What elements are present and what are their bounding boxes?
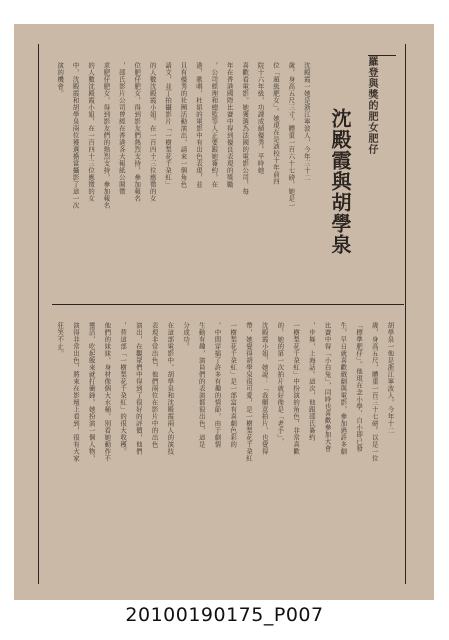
text-column: 中，沈殿霞和胡學泉兩位獲選擔當攝影了這一次 xyxy=(71,62,80,209)
right-border xyxy=(405,44,406,584)
text-column: ，邵氏影片公司曾經在香港各大報紙公開徵 xyxy=(117,62,126,195)
text-column: 位肥仔肥女，得到影友們熱烈支持，參加報名 xyxy=(133,62,142,202)
text-column: 請文，並丁拍攝影片「一樹梨花千朶紅」 xyxy=(164,62,173,188)
text-column: ，替這部「一樹梨花千朶紅」的很大收穫。 xyxy=(119,322,128,455)
text-column: ，步舞，上海話。這次，他跟邵氏簽約 xyxy=(307,322,316,441)
text-column: 分成功。 xyxy=(182,322,191,350)
text-column: 他們的妹妹，身材像個大水桶，別看她動作不 xyxy=(103,322,112,462)
upper-text-block xyxy=(54,62,316,306)
text-column: 生，早日就喜歡戲劇與電影，參加過許多劇 xyxy=(339,322,348,455)
page-label: 20100190175_P007 xyxy=(125,604,324,626)
lower-text-block xyxy=(54,322,400,578)
article-title: 沈殿霞與胡學泉 xyxy=(328,108,352,255)
text-column: 的，她的第一次拍片就好像是「老手」， xyxy=(276,322,285,445)
text-column: 求肥仔肥女，得到影友們的熱烈支持，參加報名 xyxy=(102,62,111,209)
article-subtitle: 羅登與獎的肥女肥仔 xyxy=(366,56,377,155)
text-column: 歲，身高五尺，體重一百三十七磅。以是一位 xyxy=(370,322,379,462)
text-column: 帶，她覺得胡學泉很可愛，是一樹梨花千朶紅 xyxy=(244,322,253,462)
text-column: 一樹梨花千朶紅」是一部富有喜劇色彩的 xyxy=(229,322,238,448)
text-column: 港，歌唱，杜娟的電影中有出色表現，並 xyxy=(194,62,203,188)
text-column: 演得非常出色，將來在影壇上看到，很有大家 xyxy=(71,322,80,462)
text-column: 靈活，吃起飯來就打衝鋒。她扮演一個人物， xyxy=(87,322,96,462)
text-column: 演的機會。 xyxy=(56,62,65,97)
text-column: 「標準肥仔」。他現在念小學，自小即已發 xyxy=(355,322,364,452)
text-column: 胡學泉一他是浙江寧波人，今年十二 xyxy=(386,322,395,434)
text-column: 喜歡看電影。她獲選為法國的電影公司，每 xyxy=(241,62,250,195)
text-column: 沈殿霞一她是浙江寧波人，今年三十二 xyxy=(302,62,311,181)
text-column: 院十六年級，功課成績優秀。平時她 xyxy=(256,62,265,174)
text-column: 的人數沈殿霞小姐。在一百四十三位應徵的女 xyxy=(148,62,157,202)
text-column: 在這部電影中，胡學泉和沈殿霞兩人的演技 xyxy=(166,322,175,455)
text-column: 演出，在觀眾們中得到了很好的評價，他們 xyxy=(134,322,143,455)
text-column: 年在香港國際比賽中得到優良表現的獎勵 xyxy=(225,62,234,188)
text-column: 歲，身高五尺三寸，體重一百六十七磅，她是一 xyxy=(287,62,296,209)
text-column: 位「超級肥女」。她現在是該校十年前四 xyxy=(271,62,280,185)
text-column: ，公司經理和總監等人正要跟她簽約，在 xyxy=(210,62,219,188)
text-column: 生動有趣，演員們的表演都很出色，這是 xyxy=(197,322,206,448)
text-column: 一樹梨花千朶紅」中扮演的角色，非常喜歡 xyxy=(292,322,301,455)
text-column: 且有優秀的社團活動演出，請來一個角色 xyxy=(179,62,188,188)
text-column: 比賽中得「小白兔」，同時也喜歡參加大會 xyxy=(323,322,332,452)
text-column: 的人數沈殿霞小姐，在一百四十三位應徵的女 xyxy=(87,62,96,202)
text-column: ，中間穿插了許多有趣的情節，由于劇情 xyxy=(213,322,222,448)
text-column: 沈殿霞小姐，她說：「我願意拍片，也覺得 xyxy=(260,322,269,455)
left-border xyxy=(38,44,39,584)
text-column: 表現非常出色，他們兩位在影片中的出色 xyxy=(150,322,159,448)
text-column: 狂笑不止。 xyxy=(56,322,65,357)
